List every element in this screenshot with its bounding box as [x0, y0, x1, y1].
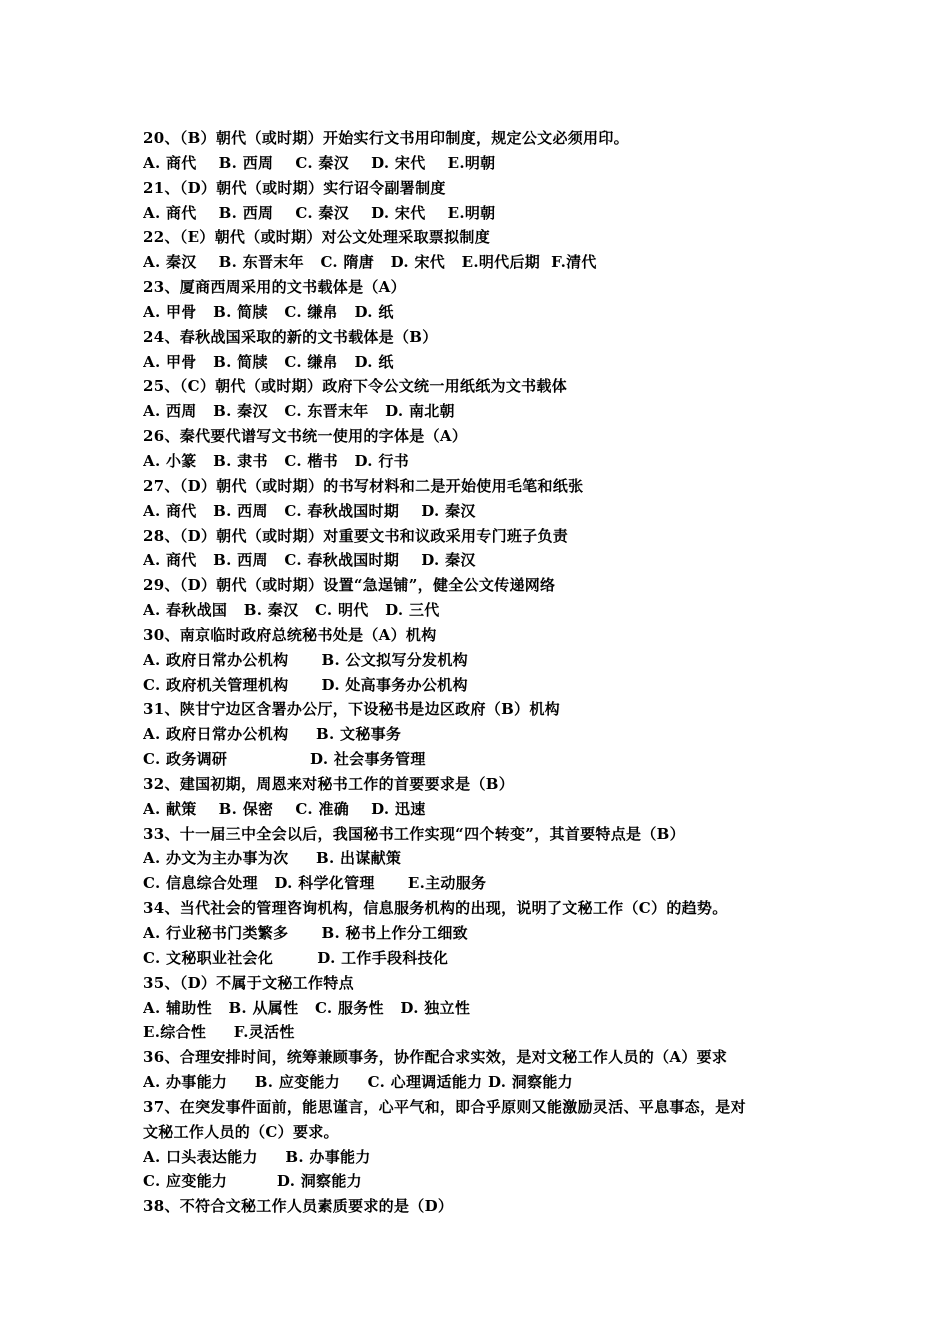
question-text: 38、不符合文秘工作人员素质要求的是（D）	[143, 1197, 454, 1216]
answer-options: A. 政府日常办公机构 B. 文秘事务	[143, 725, 402, 744]
question-text: 20、（B）朝代（或时期）开始实行文书用印制度，规定公文必须用印。	[143, 129, 629, 147]
question-text: 30、南京临时政府总统秘书处是（A）机构	[143, 625, 437, 644]
answer-options: C. 政务调研 D. 社会事务管理	[143, 750, 426, 769]
question-text: 29、（D）朝代（或时期）设置“急逞铺”，健全公文传递网络	[143, 576, 556, 595]
answer-options: E.综合性 F.灵活性	[143, 1023, 295, 1042]
question-text: 34、当代社会的管理咨询机构，信息服务机构的出现，说明了文秘工作（C）的趋势。	[143, 899, 728, 918]
answer-options: A. 西周 B. 秦汉 C. 东晋末年 D. 南北朝	[143, 402, 455, 421]
answer-options: A. 商代 B. 西周 C. 春秋战国时期 D. 秦汉	[143, 501, 476, 520]
answer-options: A. 行业秘书门类繁多 B. 秘书上作分工细致	[143, 924, 468, 942]
question-text: 25、（C）朝代（或时期）政府下令公文统一用纸纸为文书载体	[143, 377, 568, 396]
answer-options: A. 辅助性 B. 从属性 C. 服务性 D. 独立性	[143, 998, 471, 1017]
answer-options: A. 献策 B. 保密 C. 准确 D. 迅速	[143, 799, 426, 818]
answer-options: A. 商代 B. 西周 C. 秦汉 D. 宋代 E.明朝	[143, 153, 496, 172]
answer-options: C. 政府机关管理机构 D. 处高事务办公机构	[143, 675, 468, 694]
answer-options: A. 办文为主办事为次 B. 出谋献策	[143, 849, 402, 868]
question-text: 32、建国初期，周恩来对秘书工作的首要要求是（B）	[143, 774, 515, 793]
answer-options: A. 商代 B. 西周 C. 秦汉 D. 宋代 E.明朝	[143, 203, 496, 222]
answer-options: A. 商代 B. 西周 C. 春秋战国时期 D. 秦汉	[143, 551, 476, 570]
answer-options: A. 口头表达能力 B. 办事能力	[143, 1147, 371, 1166]
question-text: 27、（D）朝代（或时期）的书写材料和二是开始使用毛笔和纸张	[143, 476, 584, 495]
answer-options: C. 应变能力 D. 洞察能力	[143, 1172, 362, 1191]
question-text: 24、春秋战国采取的新的文书载体是（B）	[143, 327, 438, 346]
question-text: 21、（D）朝代（或时期）实行诏令副署制度	[143, 178, 446, 197]
question-text: 23、厦商西周采用的文书载体是（A）	[143, 278, 406, 297]
question-text: 37、在突发事件面前，能思谨言，心平气和，即合乎原则又能激励灵活、平息事态，是对	[143, 1097, 746, 1116]
question-text: 文秘工作人员的（C）要求。	[143, 1122, 339, 1141]
question-list	[143, 126, 823, 1219]
question-text: 22、（E）朝代（或时期）对公文处理采取票拟制度	[143, 228, 491, 247]
answer-options: A. 办事能力 B. 应变能力 C. 心理调适能力 D. 洞察能力	[143, 1073, 573, 1092]
answer-options: A. 小篆 B. 隶书 C. 楷书 D. 行书	[143, 451, 409, 470]
answer-options: A. 秦汉 B. 东晋末年 C. 隋唐 D. 宋代 E.明代后期 F.清代	[143, 253, 597, 272]
question-text: 26、秦代要代谱写文书统一使用的字体是（A）	[143, 427, 468, 446]
answer-options: A. 甲骨 B. 简牍 C. 缣帛 D. 纸	[143, 302, 394, 321]
question-text: 28、（D）朝代（或时期）对重要文书和议政采用专门班子负责	[143, 526, 569, 545]
answer-options: C. 信息综合处理 D. 科学化管理 E.主动服务	[143, 874, 487, 893]
question-text: 33、十一届三中全会以后，我国秘书工作实现“四个转变”，其首要特点是（B）	[143, 824, 685, 843]
answer-options: A. 春秋战国 B. 秦汉 C. 明代 D. 三代	[143, 601, 440, 620]
answer-options: C. 文秘职业社会化 D. 工作手段科技化	[143, 948, 449, 967]
answer-options: A. 甲骨 B. 简牍 C. 缣帛 D. 纸	[143, 352, 394, 371]
answer-options: A. 政府日常办公机构 B. 公文拟写分发机构	[143, 650, 468, 669]
question-text: 31、陕甘宁边区含署办公厅，下设秘书是边区政府（B）机构	[143, 700, 560, 719]
question-text: 36、合理安排时间，统筹兼顾事务，协作配合求实效，是对文秘工作人员的（A）要求	[143, 1048, 728, 1067]
question-text: 35、（D）不属于文秘工作特点	[143, 973, 354, 992]
